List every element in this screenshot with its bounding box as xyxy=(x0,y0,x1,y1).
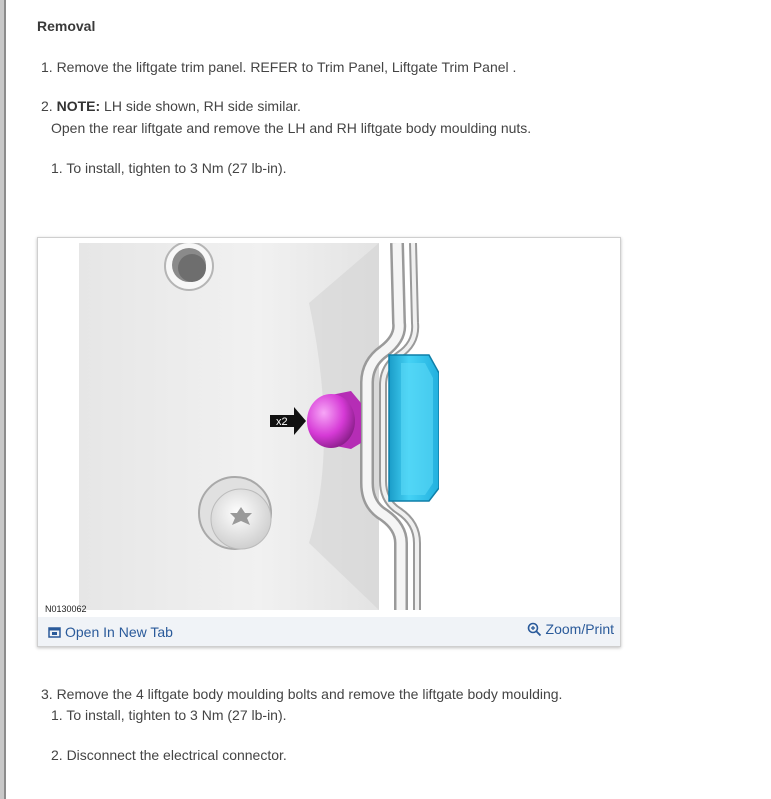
step-1: 1. Remove the liftgate trim panel. REFER to Trim Panel, Liftgate Trim Panel . xyxy=(41,59,517,75)
zoom-icon xyxy=(527,622,542,637)
step-3: 3. Remove the 4 liftgate body moulding bolts and remove the liftgate body moulding. xyxy=(41,686,563,702)
open-in-new-tab-label: Open In New Tab xyxy=(65,624,173,640)
zoom-print-label: Zoom/Print xyxy=(545,621,614,637)
left-border-dark xyxy=(4,0,6,799)
step-2-number: 2. xyxy=(41,98,53,114)
section-heading: Removal xyxy=(37,18,96,34)
note-text: LH side shown, RH side similar. xyxy=(100,98,301,114)
zoom-print-link[interactable] xyxy=(527,621,614,637)
figure-toolbar xyxy=(38,617,620,646)
callout-label: x2 xyxy=(276,416,288,428)
step-2-note xyxy=(41,98,301,114)
step-3-substep-1: 1. To install, tighten to 3 Nm (27 lb-in). xyxy=(51,707,287,723)
note-label: NOTE: xyxy=(56,98,101,114)
step-2-text: Open the rear liftgate and remove the LH and RH liftgate body moulding nuts. xyxy=(51,120,532,136)
liftgate-illustration xyxy=(79,243,439,610)
step-3-substep-2: 2. Disconnect the electrical connector. xyxy=(51,747,287,763)
open-new-tab-icon xyxy=(48,626,61,639)
step-2-substep-1: 1. To install, tighten to 3 Nm (27 lb-in). xyxy=(51,160,287,176)
figure-code: N0130062 xyxy=(45,604,87,614)
figure xyxy=(37,237,621,647)
open-in-new-tab-link[interactable] xyxy=(48,624,173,640)
